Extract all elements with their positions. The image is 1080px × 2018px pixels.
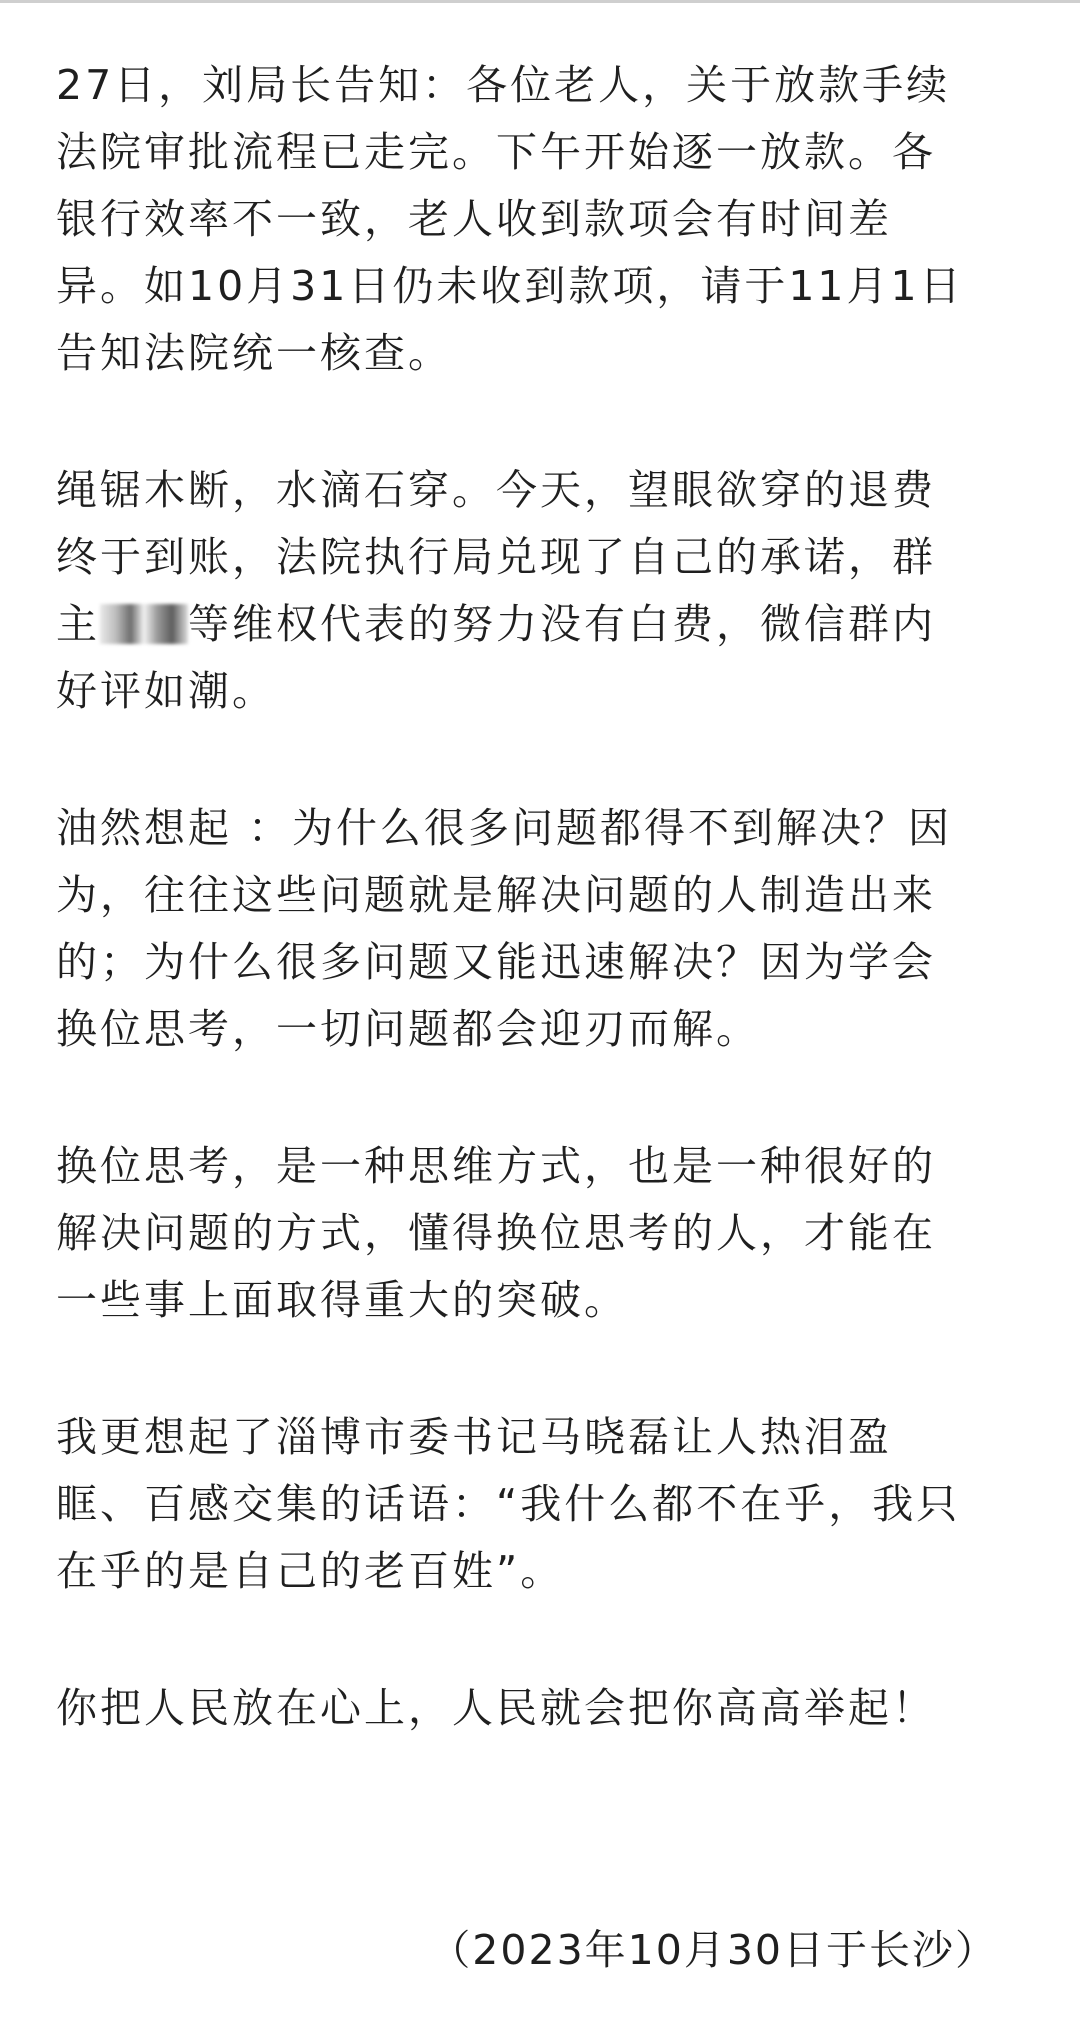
text-line: 你把人民放在心上，人民就会把你高高举起！	[56, 1684, 936, 1732]
paragraph-empathy	[56, 1133, 1032, 1334]
article-body	[56, 52, 1032, 1742]
paragraph-quote	[56, 1404, 1032, 1605]
text-line: 告知法院统一核查。	[56, 329, 452, 377]
text-line: 我更想起了淄博市委书记马晓磊让人热泪盈	[56, 1413, 892, 1461]
text-line: 银行效率不一致，老人收到款项会有时间差	[56, 195, 892, 243]
text-line: 在乎的是自己的老百姓”。	[56, 1547, 565, 1595]
text-line: 绳锯木断，水滴石穿。今天，望眼欲穿的退费	[56, 466, 936, 514]
text-line: 的；为什么很多问题又能迅速解决？因为学会	[56, 938, 936, 986]
text-line: 好评如潮。	[56, 667, 276, 715]
text-line: 等维权代表的努力没有白费，微信群内	[188, 600, 936, 648]
redacted-name-mosaic	[100, 604, 188, 644]
text-line: 油然想起 ：为什么很多问题都得不到解决？因	[56, 804, 953, 852]
text-line: 终于到账，法院执行局兑现了自己的承诺，群	[56, 533, 936, 581]
paragraph-loan-notice	[56, 52, 1032, 387]
text-line: 为，往往这些问题就是解决问题的人制造出来	[56, 871, 936, 919]
paragraph-refund-arrived	[56, 457, 1032, 725]
text-line: 27日，刘局长告知：各位老人，关于放款手续	[56, 61, 951, 109]
paragraph-conclusion	[56, 1675, 1032, 1742]
text-line: 主	[56, 600, 100, 648]
text-line: 换位思考，一切问题都会迎刃而解。	[56, 1005, 760, 1053]
text-line: 解决问题的方式，懂得换位思考的人，才能在	[56, 1209, 936, 1257]
date-signature: （2023年10月30日于长沙）	[429, 1926, 998, 1974]
text-line: 眶、百感交集的话语：“我什么都不在乎，我只	[56, 1480, 961, 1528]
paragraph-reflection	[56, 795, 1032, 1063]
text-line: 换位思考，是一种思维方式，也是一种很好的	[56, 1142, 936, 1190]
top-edge-divider	[0, 0, 1080, 3]
text-line: 异。如10月31日仍未收到款项，请于11月1日	[56, 262, 964, 310]
text-line: 一些事上面取得重大的突破。	[56, 1276, 628, 1324]
text-line: 法院审批流程已走完。下午开始逐一放款。各	[56, 128, 936, 176]
